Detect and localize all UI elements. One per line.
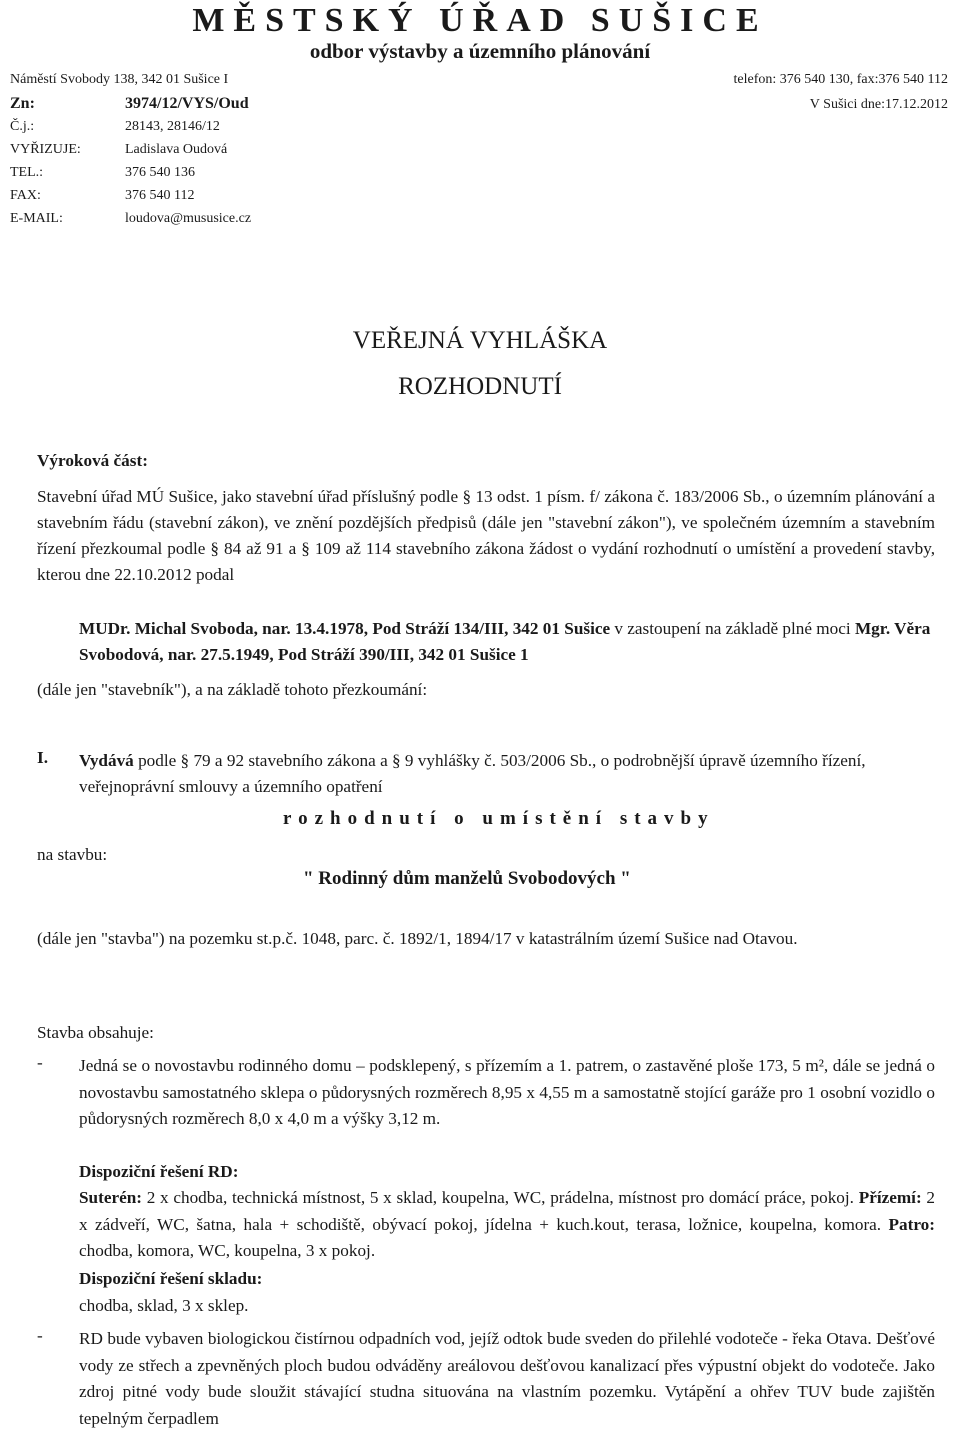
- building-contents-label: Stavba obsahuje:: [37, 1023, 154, 1042]
- vydava-label: Vydává: [79, 751, 134, 770]
- cj-value: 28143, 28146/12: [125, 119, 220, 134]
- decision-heading: ROZHODNUTÍ: [398, 373, 562, 400]
- layout-storage-text: chodba, sklad, 3 x sklep.: [79, 1296, 249, 1315]
- na-stavbu-label: na stavbu:: [37, 845, 108, 864]
- office-address: Náměstí Svobody 138, 342 01 Sušice I: [10, 72, 229, 87]
- zn-label: Zn:: [10, 95, 35, 112]
- tel-value: 376 540 136: [125, 165, 195, 180]
- building-name: " Rodinný dům manželů Svobodových ": [303, 868, 631, 889]
- applicant-note: (dále jen "stavebník"), a na základě tohoto přezkoumání:: [37, 680, 428, 699]
- public-notice-heading: VEŘEJNÁ VYHLÁŠKA: [352, 327, 608, 354]
- applicant-name: MUDr. Michal Svoboda, nar. 13.4.1978, Pod Stráží 134/III, 342 01 Sušice: [79, 619, 611, 638]
- representation-text: v zastoupení na základě plné moci: [610, 619, 855, 638]
- vydava-paragraph: [79, 748, 935, 800]
- email-value[interactable]: [125, 211, 251, 227]
- patro-text: chodba, komora, WC, koupelna, 3 x pokoj.: [79, 1241, 376, 1260]
- section-label: Výroková část:: [37, 451, 148, 470]
- building-location: (dále jen "stavba") na pozemku st.p.č. 1048, parc. č. 1892/1, 1894/17 v katastrálním území Sušice nad Otavou.: [37, 929, 798, 948]
- vydava-text: podle § 79 a 92 stavebního zákona a § 9 vyhlášky č. 503/2006 Sb., o podrobnější úpravě územního řízení, veřejnoprávní smlouvy a územního opatření: [79, 751, 866, 796]
- suteren-label: Suterén:: [79, 1188, 143, 1207]
- applicant-paragraph: [79, 616, 935, 668]
- patro-label: Patro:: [888, 1214, 935, 1234]
- zn-value: 3974/12/VYS/Oud: [125, 95, 249, 112]
- cj-label: Č.j.:: [10, 119, 35, 134]
- list-item-1: Jedná se o novostavbu rodinného domu – podsklepený, s přízemím a 1. patrem, o zastavěné ploše 173, 5 m², dále se jedná o novostavbu samostatného sklepa o půdorysných rozměrech 8,95 x 4,55 m a samostatně stojící garáže pro 1 osobní vozidlo o půdorysných rozměrech 8,0 x 4,0 m a výšky 3,12 m.: [79, 1056, 935, 1128]
- decision-title: rozhodnutí o umístění stavby: [283, 808, 715, 829]
- office-title: MĚSTSKÝ ÚŘAD SUŠICE: [192, 2, 768, 39]
- email-link[interactable]: loudova@mususice.cz: [125, 211, 252, 226]
- vyrizuje-label: VYŘIZUJE:: [10, 142, 81, 157]
- tel-label: TEL.:: [10, 165, 44, 180]
- layout-storage-heading: Dispoziční řešení skladu:: [79, 1269, 263, 1288]
- layout-rd-heading: Dispoziční řešení RD:: [79, 1162, 239, 1181]
- office-phone-fax: telefon: 376 540 130, fax:376 540 112: [733, 72, 948, 87]
- list-bullet: -: [37, 1326, 43, 1345]
- fax-value: 376 540 112: [125, 188, 195, 203]
- prizemi-text: 2 x zádveří, WC, šatna, hala + schodiště, obývací pokoj, jídelna + kuch.kout, terasa, ložnice, koupelna, komora.: [79, 1188, 936, 1234]
- layout-rd-paragraph: [79, 1185, 935, 1265]
- document-date: V Sušici dne:17.12.2012: [809, 97, 948, 112]
- representative-name: Mgr. Věra Svobodová, nar. 27.5.1949, Pod Stráží 390/III, 342 01 Sušice 1: [79, 619, 931, 664]
- list-item-2: RD bude vybaven biologickou čistírnou odpadních vod, jejíž odtok bude sveden do přilehlé vodoteče - řeka Otava. Dešťové vody ze střech a zpevněných ploch budou odváděny areálovou dešťovou kanalizací přes výpustní objekt do vodoteče. Jako zdroj pitné vody bude sloužit stávající studna situována na vlastním pozemku. Vytápění a ohřev TUV bude zajištěn tepelným čerpadlem: [79, 1329, 935, 1428]
- roman-numeral: I.: [37, 748, 48, 767]
- vyrizuje-value: Ladislava Oudová: [125, 142, 228, 157]
- email-label: E-MAIL:: [10, 211, 63, 226]
- intro-paragraph: Stavební úřad MÚ Sušice, jako stavební úřad příslušný podle § 13 odst. 1 písm. f/ zákona č. 183/2006 Sb., o územním plánování a stavebním řádu (stavební zákon), ve znění pozdějších předpisů (dále jen "stavební zákon"), ve společném územním a stavebním řízení přezkoumal podle § 84 až 91 a § 109 až 114 stavebního zákona žádost o vydání rozhodnutí o umístění a provedení stavby, kterou dne 22.10.2012 podal: [37, 487, 935, 584]
- fax-label: FAX:: [10, 188, 41, 203]
- prizemi-label: Přízemí:: [858, 1188, 922, 1207]
- department-name: odbor výstavby a územního plánování: [309, 39, 651, 63]
- suteren-text: 2 x chodba, technická místnost, 5 x sklad, koupelna, WC, prádelna, místnost pro domácí práce, pokoj.: [142, 1188, 859, 1207]
- list-bullet: -: [37, 1053, 43, 1072]
